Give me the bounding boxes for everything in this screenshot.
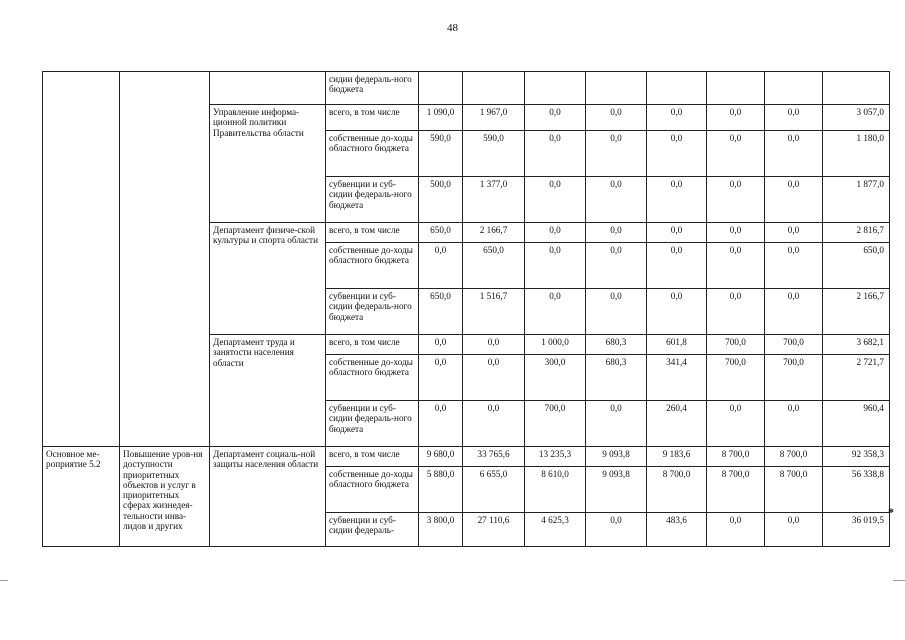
total-cell: 92 358,3 [823,447,890,467]
total-cell: 960,4 [823,401,890,447]
description-cell [120,72,210,447]
value-cell [765,72,823,105]
value-cell: 0,0 [707,177,765,223]
value-cell: 8 610,0 [525,467,586,513]
value-cell: 0,0 [765,223,823,243]
source-cell: субвенции и суб-сидии федераль- [326,513,419,547]
value-cell: 9 680,0 [419,447,463,467]
total-cell: 2 816,7 [823,223,890,243]
description-cell: Повышение уров-ня доступности приоритетных объектов и услуг в приоритетных сферах жизнедея-тельности инва-лидов и других [120,447,210,547]
value-cell: 260,4 [647,401,707,447]
source-cell: сидии федераль-ного бюджета [326,72,419,105]
value-cell: 5 880,0 [419,467,463,513]
value-cell: 650,0 [463,243,525,289]
value-cell: 0,0 [419,401,463,447]
value-cell: 0,0 [765,401,823,447]
value-cell: 0,0 [419,243,463,289]
value-cell [586,72,647,105]
value-cell: 0,0 [707,243,765,289]
value-cell: 341,4 [647,355,707,401]
value-cell: 0,0 [525,105,586,131]
value-cell: 0,0 [647,177,707,223]
value-cell: 700,0 [707,355,765,401]
source-cell: всего, в том числе [326,335,419,355]
value-cell [647,72,707,105]
total-cell: 3 682,1 [823,335,890,355]
value-cell: 0,0 [765,513,823,547]
value-cell: 590,0 [419,131,463,177]
value-cell: 0,0 [525,131,586,177]
value-cell: 13 235,3 [525,447,586,467]
value-cell [463,72,525,105]
total-cell: 2 166,7 [823,289,890,335]
scan-edge-mark: * [888,505,894,519]
source-cell: собственные до-ходы областного бюджета [326,355,419,401]
value-cell: 3 800,0 [419,513,463,547]
total-cell: 36 019,5 [823,513,890,547]
scan-artifact-line [893,580,905,581]
source-cell: собственные до-ходы областного бюджета [326,243,419,289]
value-cell: 1 967,0 [463,105,525,131]
value-cell: 2 166,7 [463,223,525,243]
value-cell: 680,3 [586,355,647,401]
value-cell: 590,0 [463,131,525,177]
value-cell: 0,0 [525,177,586,223]
value-cell [707,72,765,105]
value-cell: 483,6 [647,513,707,547]
value-cell: 8 700,0 [647,467,707,513]
table-row [43,447,890,467]
value-cell: 1 090,0 [419,105,463,131]
value-cell: 0,0 [647,105,707,131]
value-cell: 0,0 [647,243,707,289]
value-cell: 0,0 [586,243,647,289]
value-cell: 1 516,7 [463,289,525,335]
value-cell: 0,0 [463,335,525,355]
value-cell [419,72,463,105]
value-cell: 0,0 [463,355,525,401]
value-cell: 4 625,3 [525,513,586,547]
value-cell: 0,0 [586,513,647,547]
source-cell: собственные до-ходы областного бюджета [326,131,419,177]
total-cell: 2 721,7 [823,355,890,401]
value-cell: 650,0 [419,223,463,243]
value-cell: 0,0 [525,243,586,289]
value-cell: 0,0 [707,289,765,335]
value-cell: 650,0 [419,289,463,335]
executor-cell: Департамент социаль-ной защиты населения области [210,447,326,547]
value-cell: 1 000,0 [525,335,586,355]
value-cell: 0,0 [586,223,647,243]
value-cell: 0,0 [586,177,647,223]
value-cell: 9 183,6 [647,447,707,467]
value-cell: 6 655,0 [463,467,525,513]
executor-cell [210,72,326,105]
page-number: 48 [447,22,458,34]
source-cell: всего, в том числе [326,105,419,131]
value-cell: 700,0 [525,401,586,447]
value-cell: 8 700,0 [707,467,765,513]
total-cell: 1 877,0 [823,177,890,223]
value-cell: 700,0 [765,335,823,355]
budget-table [42,71,890,547]
value-cell: 0,0 [765,131,823,177]
source-cell: всего, в том числе [326,447,419,467]
value-cell: 0,0 [647,131,707,177]
value-cell: 1 377,0 [463,177,525,223]
source-cell: субвенции и суб-сидии федераль-ного бюджета [326,177,419,223]
value-cell: 0,0 [765,289,823,335]
value-cell: 0,0 [419,335,463,355]
source-cell: всего, в том числе [326,223,419,243]
value-cell: 0,0 [525,289,586,335]
value-cell: 27 110,6 [463,513,525,547]
value-cell: 0,0 [463,401,525,447]
value-cell: 680,3 [586,335,647,355]
source-cell: субвенции и суб-сидии федераль-ного бюджета [326,401,419,447]
value-cell: 0,0 [525,223,586,243]
value-cell: 0,0 [586,289,647,335]
value-cell: 8 700,0 [765,447,823,467]
value-cell: 8 700,0 [707,447,765,467]
value-cell: 0,0 [647,289,707,335]
value-cell: 0,0 [647,223,707,243]
value-cell: 0,0 [586,105,647,131]
value-cell: 700,0 [765,355,823,401]
total-cell: 3 057,0 [823,105,890,131]
value-cell: 0,0 [765,243,823,289]
total-cell: 1 180,0 [823,131,890,177]
value-cell: 0,0 [586,131,647,177]
value-cell: 33 765,6 [463,447,525,467]
table-row [43,72,890,105]
value-cell: 500,0 [419,177,463,223]
executor-cell: Департамент труда и занятости населения области [210,335,326,447]
executor-cell: Департамент физиче-ской культуры и спорта области [210,223,326,335]
source-cell: субвенции и суб-сидии федераль-ного бюджета [326,289,419,335]
scan-artifact-line [0,580,8,581]
activity-cell: Основное ме-роприятие 5.2 [43,447,120,547]
value-cell: 300,0 [525,355,586,401]
value-cell: 0,0 [707,131,765,177]
executor-cell: Управление информа-ционной политики Правительства области [210,105,326,223]
value-cell: 0,0 [419,355,463,401]
value-cell: 0,0 [586,401,647,447]
value-cell: 9 093,8 [586,447,647,467]
value-cell: 700,0 [707,335,765,355]
total-cell: 650,0 [823,243,890,289]
value-cell: 0,0 [707,223,765,243]
value-cell: 0,0 [707,513,765,547]
activity-cell [43,72,120,447]
value-cell: 8 700,0 [765,467,823,513]
value-cell: 0,0 [765,177,823,223]
value-cell: 601,8 [647,335,707,355]
source-cell: собственные до-ходы областного бюджета [326,467,419,513]
value-cell [525,72,586,105]
total-cell: 56 338,8 [823,467,890,513]
value-cell: 9 093,8 [586,467,647,513]
value-cell: 0,0 [707,401,765,447]
value-cell: 0,0 [707,105,765,131]
total-cell [823,72,890,105]
value-cell: 0,0 [765,105,823,131]
